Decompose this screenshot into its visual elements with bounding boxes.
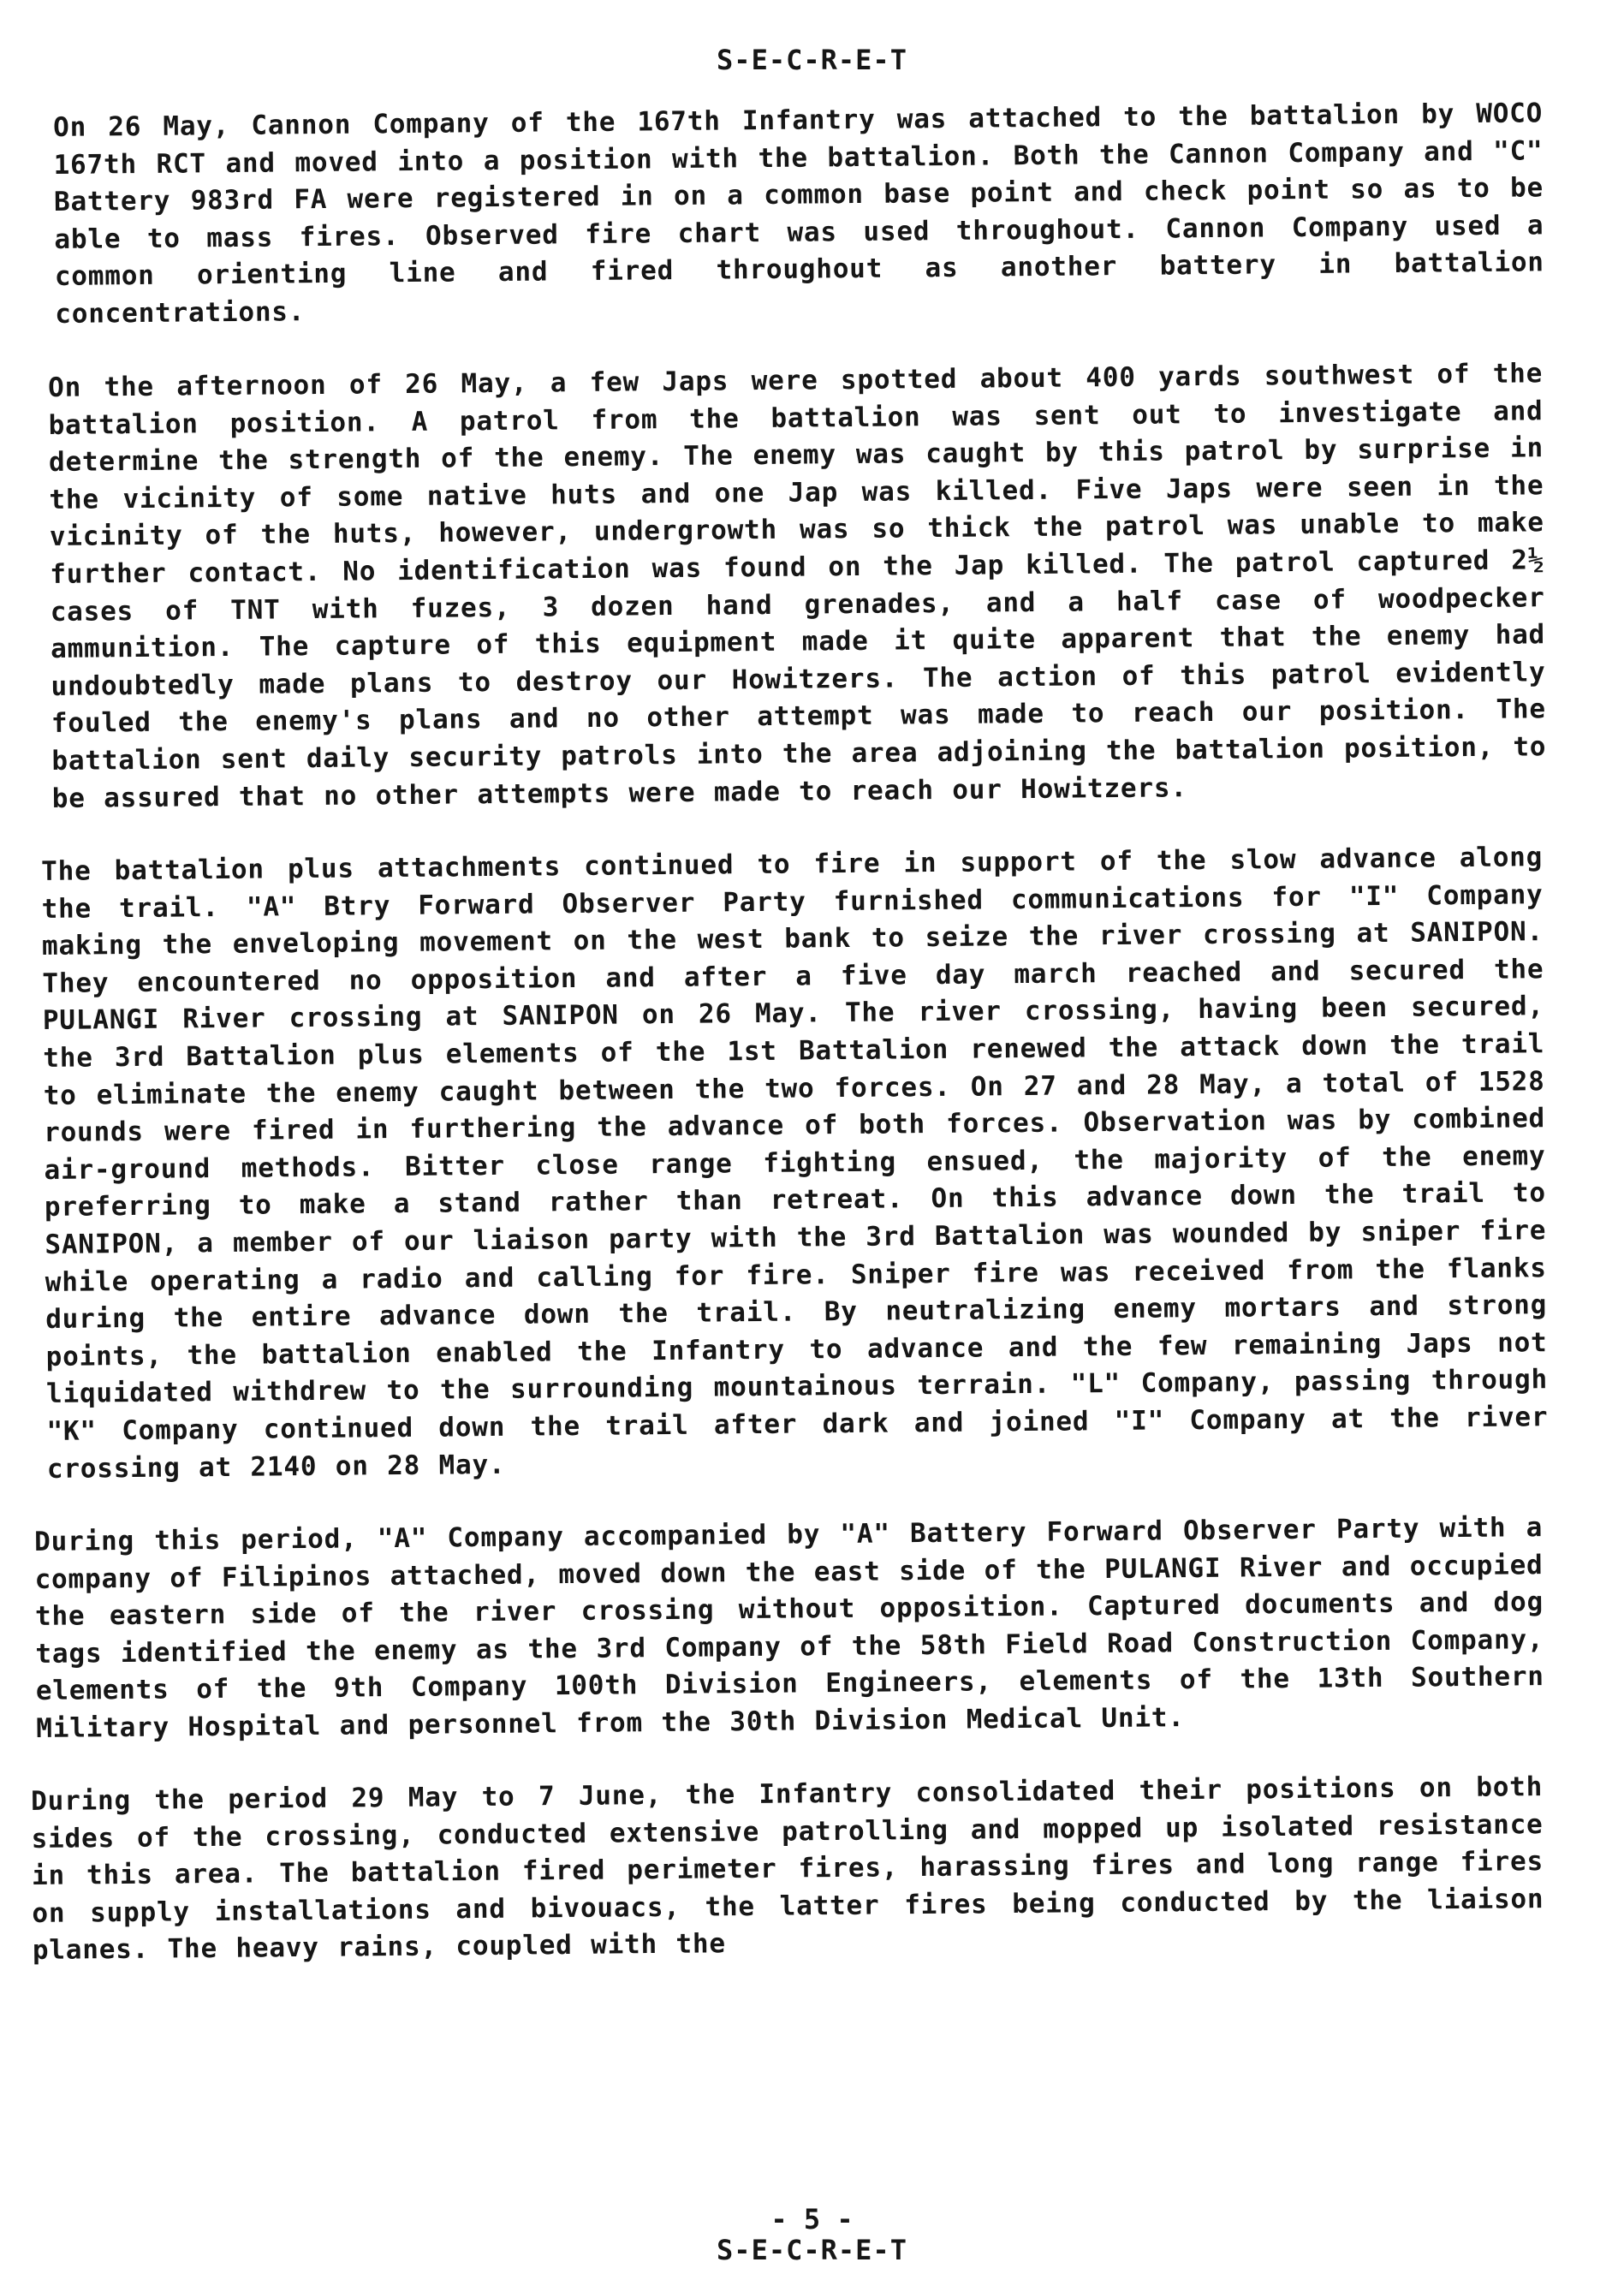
paragraph-patrol-contact: On the afternoon of 26 May, a few Japs were spotted about 400 yards southwest of the battalion position. A patrol from the battalion was sent out to investigate and determine the strength of the enemy. The enemy was caught by this patrol by surprise in the vicinity of some native huts and one Jap was killed. Five Japs were seen in the vicinity of the huts, however, undergrowth was so thick the patrol was unable to make further contact. No identification was found on the Jap killed. The patrol captured 2½ cases of TNT with fuzes, 3 dozen hand grenades, and a half case of woodpecker ammunition. The capture of this equipment made it quite apparent that the enemy had undoubtedly made plans to destroy our Howitzers. The action of this patrol evidently fouled the enemy's plans and no other attempt was made to reach our position. The battalion sent daily security patrols into the area adjoining the battalion position, to be assured that no other attempts were made to reach our Howitzers.: [48, 357, 1547, 814]
page-number: - 5 -: [770, 2203, 854, 2235]
paragraph-consolidation: During the period 29 May to 7 June, the Infantry consolidated their positions on both sides of the crossing, conducted extensive patrolling and mopped up isolated resistance in this area. The battalion fired perimeter fires, harassing fires and long range fires on supply installations and bivouacs, the latter fires being conducted by the liaison planes. The heavy rains, coupled with the: [31, 1771, 1544, 1967]
paragraph-east-side-crossing: During this period, "A" Company accompanied by "A" Battery Forward Observer Party with a company of Filipinos attached, moved down the east side of the PULANGI River and occupied the eastern side of the river crossing without opposition. Captured documents and dog tags identified the enemy as the 3rd Company of the 58th Field Road Construction Company, elements of the 9th Company 100th Division Engineers, elements of the 13th Southern Military Hospital and personnel from the 30th Division Medical Unit.: [34, 1511, 1544, 1744]
body-text: [31, 98, 1549, 2006]
classification-header: S-E-C-R-E-T: [717, 44, 907, 76]
classification-footer: S-E-C-R-E-T: [717, 2234, 907, 2266]
paragraph-sanipon-advance: The battalion plus attachments continued to fire in support of the slow advance along the trail. "A" Btry Forward Observer Party furnished communications for "I" Company making the enveloping movement on the west bank to seize the river crossing at SANIPON. They encountered no opposition and after a five day march reached and secured the PULANGI River crossing at SANIPON on 26 May. The river crossing, having been secured, the 3rd Battalion plus elements of the 1st Battalion renewed the attack down the trail to eliminate the enemy caught between the two forces. On 27 and 28 May, a total of 1528 rounds were fired in furthering the advance of both forces. Observation was by combined air-ground methods. Bitter close range fighting ensued, the majority of the enemy preferring to make a stand rather than retreat. On this advance down the trail to SANIPON, a member of our liaison party with the 3rd Battalion was wounded by sniper fire while operating a radio and calling for fire. Sniper fire was received from the flanks during the entire advance down the trail. By neutralizing enemy mortars and strong points, the battalion enabled the Infantry to advance and the few remaining Japs not liquidated withdrew to the surrounding mountainous terrain. "L" Company, passing through "K" Company continued down the trail after dark and joined "I" Company at the river crossing at 2140 on 28 May.: [41, 841, 1549, 1485]
paragraph-cannon-company: On 26 May, Cannon Company of the 167th Infantry was attached to the battalion by WOCO 167th RCT and moved into a position with the battalion. Both the Cannon Company and "C" Battery 983rd FA were registered in on a common base point and check point so as to be able to mass fires. Observed fire chart was used throughout. Cannon Company used a common orienting line and fired throughout as another battery in battalion concentrations.: [53, 98, 1544, 330]
